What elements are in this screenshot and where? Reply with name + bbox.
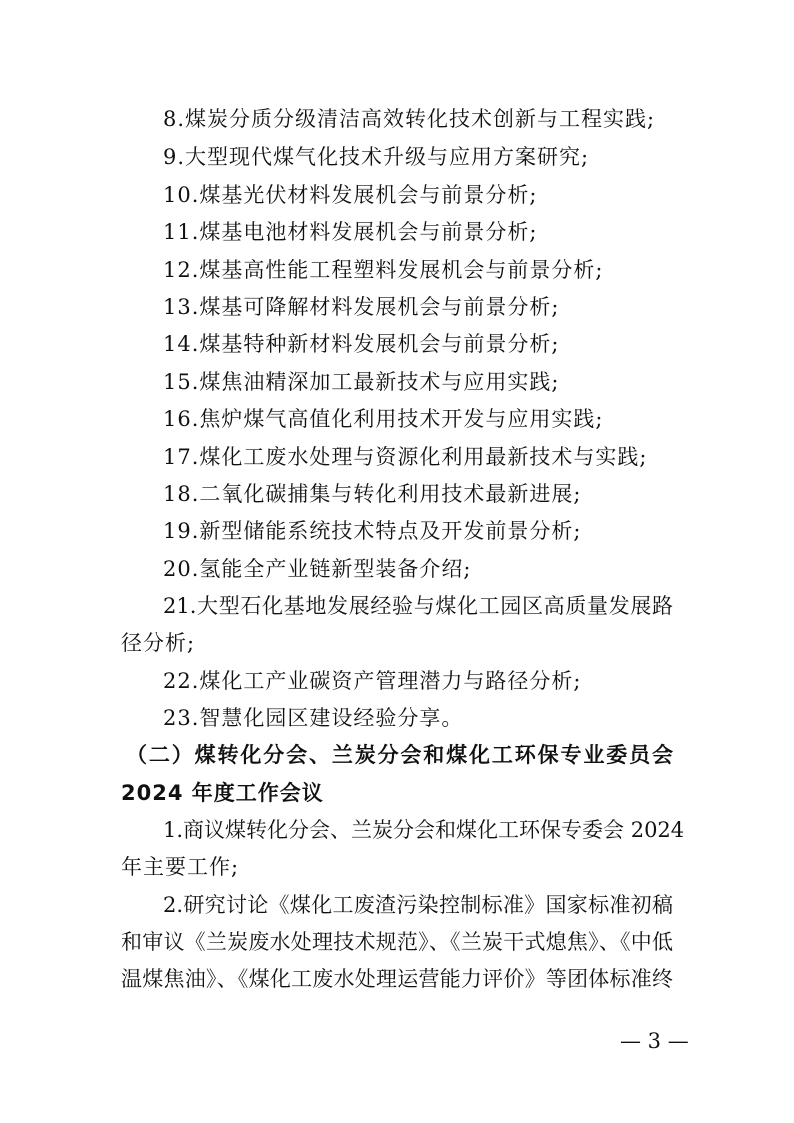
section-item-continuation: 年主要工作; <box>121 855 240 879</box>
list-item: 20.氢能全产业链新型装备介绍; <box>163 557 472 581</box>
list-item: 23.智慧化园区建设经验分享。 <box>163 706 464 730</box>
list-item: 13.煤基可降解材料发展机会与前景分析; <box>163 295 560 319</box>
list-item: 11.煤基电池材料发展机会与前景分析; <box>163 220 538 244</box>
list-item: 10.煤基光伏材料发展机会与前景分析; <box>163 183 538 207</box>
list-item: 17.煤化工废水处理与资源化利用最新技术与实践; <box>163 445 648 469</box>
section-item: 2.研究讨论《煤化工废渣污染控制标准》国家标准初稿 <box>163 893 673 917</box>
list-item: 19.新型储能系统技术特点及开发前景分析; <box>163 519 582 543</box>
list-item: 16.焦炉煤气高值化利用技术开发与应用实践; <box>163 407 604 431</box>
list-item: 22.煤化工产业碳资产管理潜力与路径分析; <box>163 669 582 693</box>
list-item: 18.二氧化碳捕集与转化利用技术最新进展; <box>163 482 582 506</box>
list-item: 9.大型现代煤气化技术升级与应用方案研究; <box>163 145 590 169</box>
section-heading-continuation: 2024 年度工作会议 <box>121 781 324 805</box>
list-item: 14.煤基特种新材料发展机会与前景分析; <box>163 332 560 356</box>
list-item-continuation: 径分析; <box>121 631 196 655</box>
list-item: 21.大型石化基地发展经验与煤化工园区高质量发展路 <box>163 594 673 618</box>
list-item: 15.煤焦油精深加工最新技术与应用实践; <box>163 370 560 394</box>
section-heading: （二）煤转化分会、兰炭分会和煤化工环保专业委员会 <box>126 743 673 767</box>
section-item-continuation: 和审议《兰炭废水处理技术规范》、《兰炭干式熄焦》、《中低 <box>121 930 673 954</box>
section-item-continuation: 温煤焦油》、《煤化工废水处理运营能力评价》等团体标准终 <box>121 967 673 991</box>
list-item: 8.煤炭分质分级清洁高效转化技术创新与工程实践; <box>163 107 656 131</box>
list-item: 12.煤基高性能工程塑料发展机会与前景分析; <box>163 258 604 282</box>
section-item: 1.商议煤转化分会、兰炭分会和煤化工环保专委会 2024 <box>163 818 685 842</box>
page-number: — 3 — <box>620 1029 689 1053</box>
